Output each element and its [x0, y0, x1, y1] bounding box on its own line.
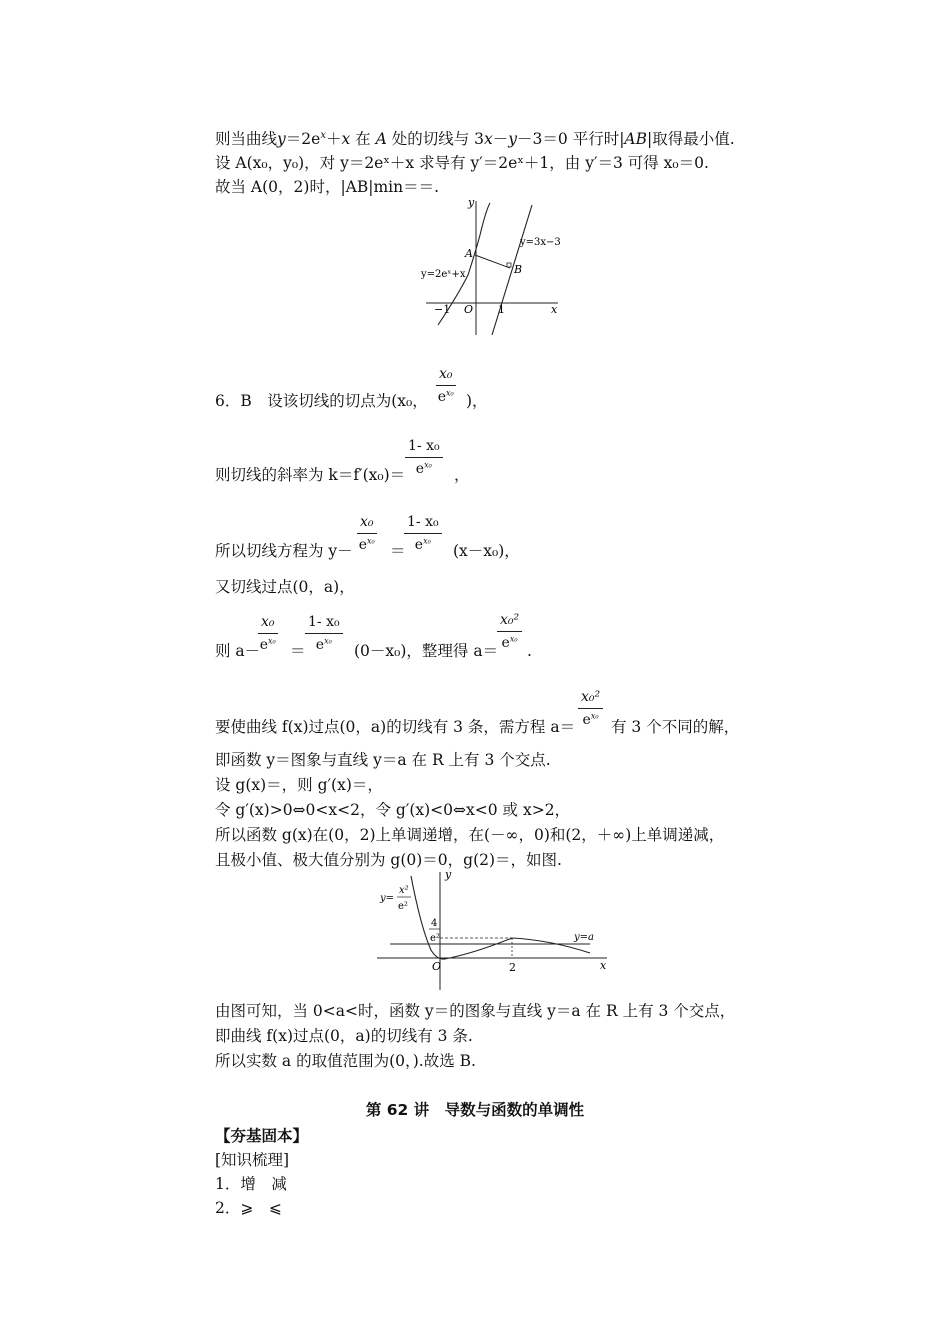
line-8-end: (x－x₀)，: [453, 542, 520, 560]
line-label: y=3x−3: [520, 237, 561, 248]
line-6: 6．B 设该切线的切点为(x₀，: [215, 392, 428, 410]
tangent-line: [492, 205, 532, 335]
fraction-x0sq-over-ex0-b: $\frac{\text{x₀²}}{e^{x_0}}$: [578, 688, 603, 729]
curve-label-prefix: y=: [380, 893, 395, 904]
line-19: 所以实数 a 的取值范围为(0，).故选 B.: [215, 1052, 476, 1070]
curve-den: e²: [398, 901, 408, 912]
fraction-x0-over-ex0-b: $\frac{\text{x₀}}{e^{x_0}}$: [358, 514, 375, 553]
point-b-label: B: [514, 263, 523, 276]
fraction-x0sq-over-ex0-a: $\frac{\text{x₀²}}{e^{x_0}}$: [497, 611, 522, 652]
line-8-eq: ＝: [390, 542, 406, 560]
line-2: 设 A(x₀，y₀)，对 y＝2eˣ＋x 求导有 y′＝2eˣ＋1，由 y′＝3 可得 x₀＝0.: [215, 154, 709, 172]
line-9: 又切线过点(0，a)，: [215, 578, 355, 596]
figure-tangent-distance: [418, 195, 568, 340]
x-axis-label: x: [600, 959, 607, 972]
fraction-x0-over-ex0-a: $\frac{\text{x₀}}{e^{x_0}}$: [437, 366, 454, 405]
line-15: 所以函数 g(x)在(0，2)上单调递增，在(－∞，0)和(2，＋∞)上单调递减，: [215, 826, 725, 844]
fraction-1mx0-over-ex0-a: $\frac{\text{1- x₀}}{e^{x_0}}$: [405, 437, 443, 478]
fraction-x0-over-ex0-c: $\frac{\text{x₀}}{e^{x_0}}$: [259, 614, 276, 653]
line-11: 要使曲线 f(x)过点(0，a)的切线有 3 条，需方程 a＝: [215, 718, 576, 736]
line-10: 则 a－: [215, 642, 261, 660]
line-10-mid: (0－x₀)，整理得 a＝: [354, 642, 499, 660]
line-16: 且极小值、极大值分别为 g(0)＝0，g(2)＝，如图.: [215, 851, 562, 869]
item-1: 1．增 减: [215, 1175, 287, 1193]
line-13: 设 g(x)＝，则 g′(x)＝，: [215, 776, 383, 794]
point-a-label: A: [465, 247, 473, 260]
curve-num: x²: [399, 885, 409, 896]
segment-ab: [475, 255, 510, 268]
line-14: 令 g′(x)>0⇔0<x<2，令 g′(x)<0⇔x<0 或 x>2，: [215, 801, 571, 819]
line-7-end: ，: [454, 466, 470, 484]
origin-label: O: [432, 960, 442, 973]
line-10-eq: ＝: [290, 642, 306, 660]
y-axis-label: y: [445, 868, 452, 881]
line-17: 由图可知，当 0<a<时，函数 y＝的图象与直线 y＝a 在 R 上有 3 个交点，: [215, 1002, 736, 1020]
line-12: 即函数 y＝图象与直线 y＝a 在 R 上有 3 个交点.: [215, 751, 551, 769]
fraction-1mx0-over-ex0-c: $\frac{\text{1- x₀}}{e^{x_0}}$: [305, 613, 343, 654]
section-heading: 第 62 讲 导数与函数的单调性: [365, 1101, 585, 1119]
tick-neg1-label: −1: [434, 303, 451, 316]
y-axis-label: y: [468, 196, 475, 209]
max-den: e²: [430, 933, 440, 944]
x-axis-label: x: [551, 303, 558, 316]
line-1: 则当曲线$y=2e^x+x$ 在 A 处的切线与 3x－y－3＝0 平行时|AB|取得最小值.: [215, 129, 735, 148]
subsection-title: 【夯基固本】: [215, 1127, 309, 1145]
fraction-1mx0-over-ex0-b: $\frac{\text{1- x₀}}{e^{x_0}}$: [404, 513, 442, 554]
item-2: 2．⩾ ⩽: [215, 1199, 282, 1217]
line-y-a-label: y=a: [574, 932, 594, 943]
line-8: 所以切线方程为 y－: [215, 542, 353, 560]
line-11-end: 有 3 个不同的解，: [611, 718, 740, 736]
curve-label: y=2eˣ+x: [421, 269, 466, 280]
right-angle-mark: [507, 263, 511, 267]
figure-g-graph: [375, 868, 615, 996]
line-7: 则切线的斜率为 k＝f′(x₀)＝: [215, 466, 406, 484]
line-18: 即曲线 f(x)过点(0，a)的切线有 3 条.: [215, 1027, 473, 1045]
tick-2-label: 2: [509, 961, 516, 974]
knowledge-title: [知识梳理]: [215, 1151, 290, 1169]
max-num: 4: [431, 918, 438, 929]
g-curve: [411, 876, 590, 959]
origin-label: O: [464, 303, 474, 316]
tick-1-label: 1: [498, 303, 505, 316]
line-6-end: )，: [466, 392, 488, 410]
line-3: 故当 A(0，2)时，|AB|min＝＝.: [215, 178, 440, 196]
line-10-end: .: [527, 642, 532, 660]
